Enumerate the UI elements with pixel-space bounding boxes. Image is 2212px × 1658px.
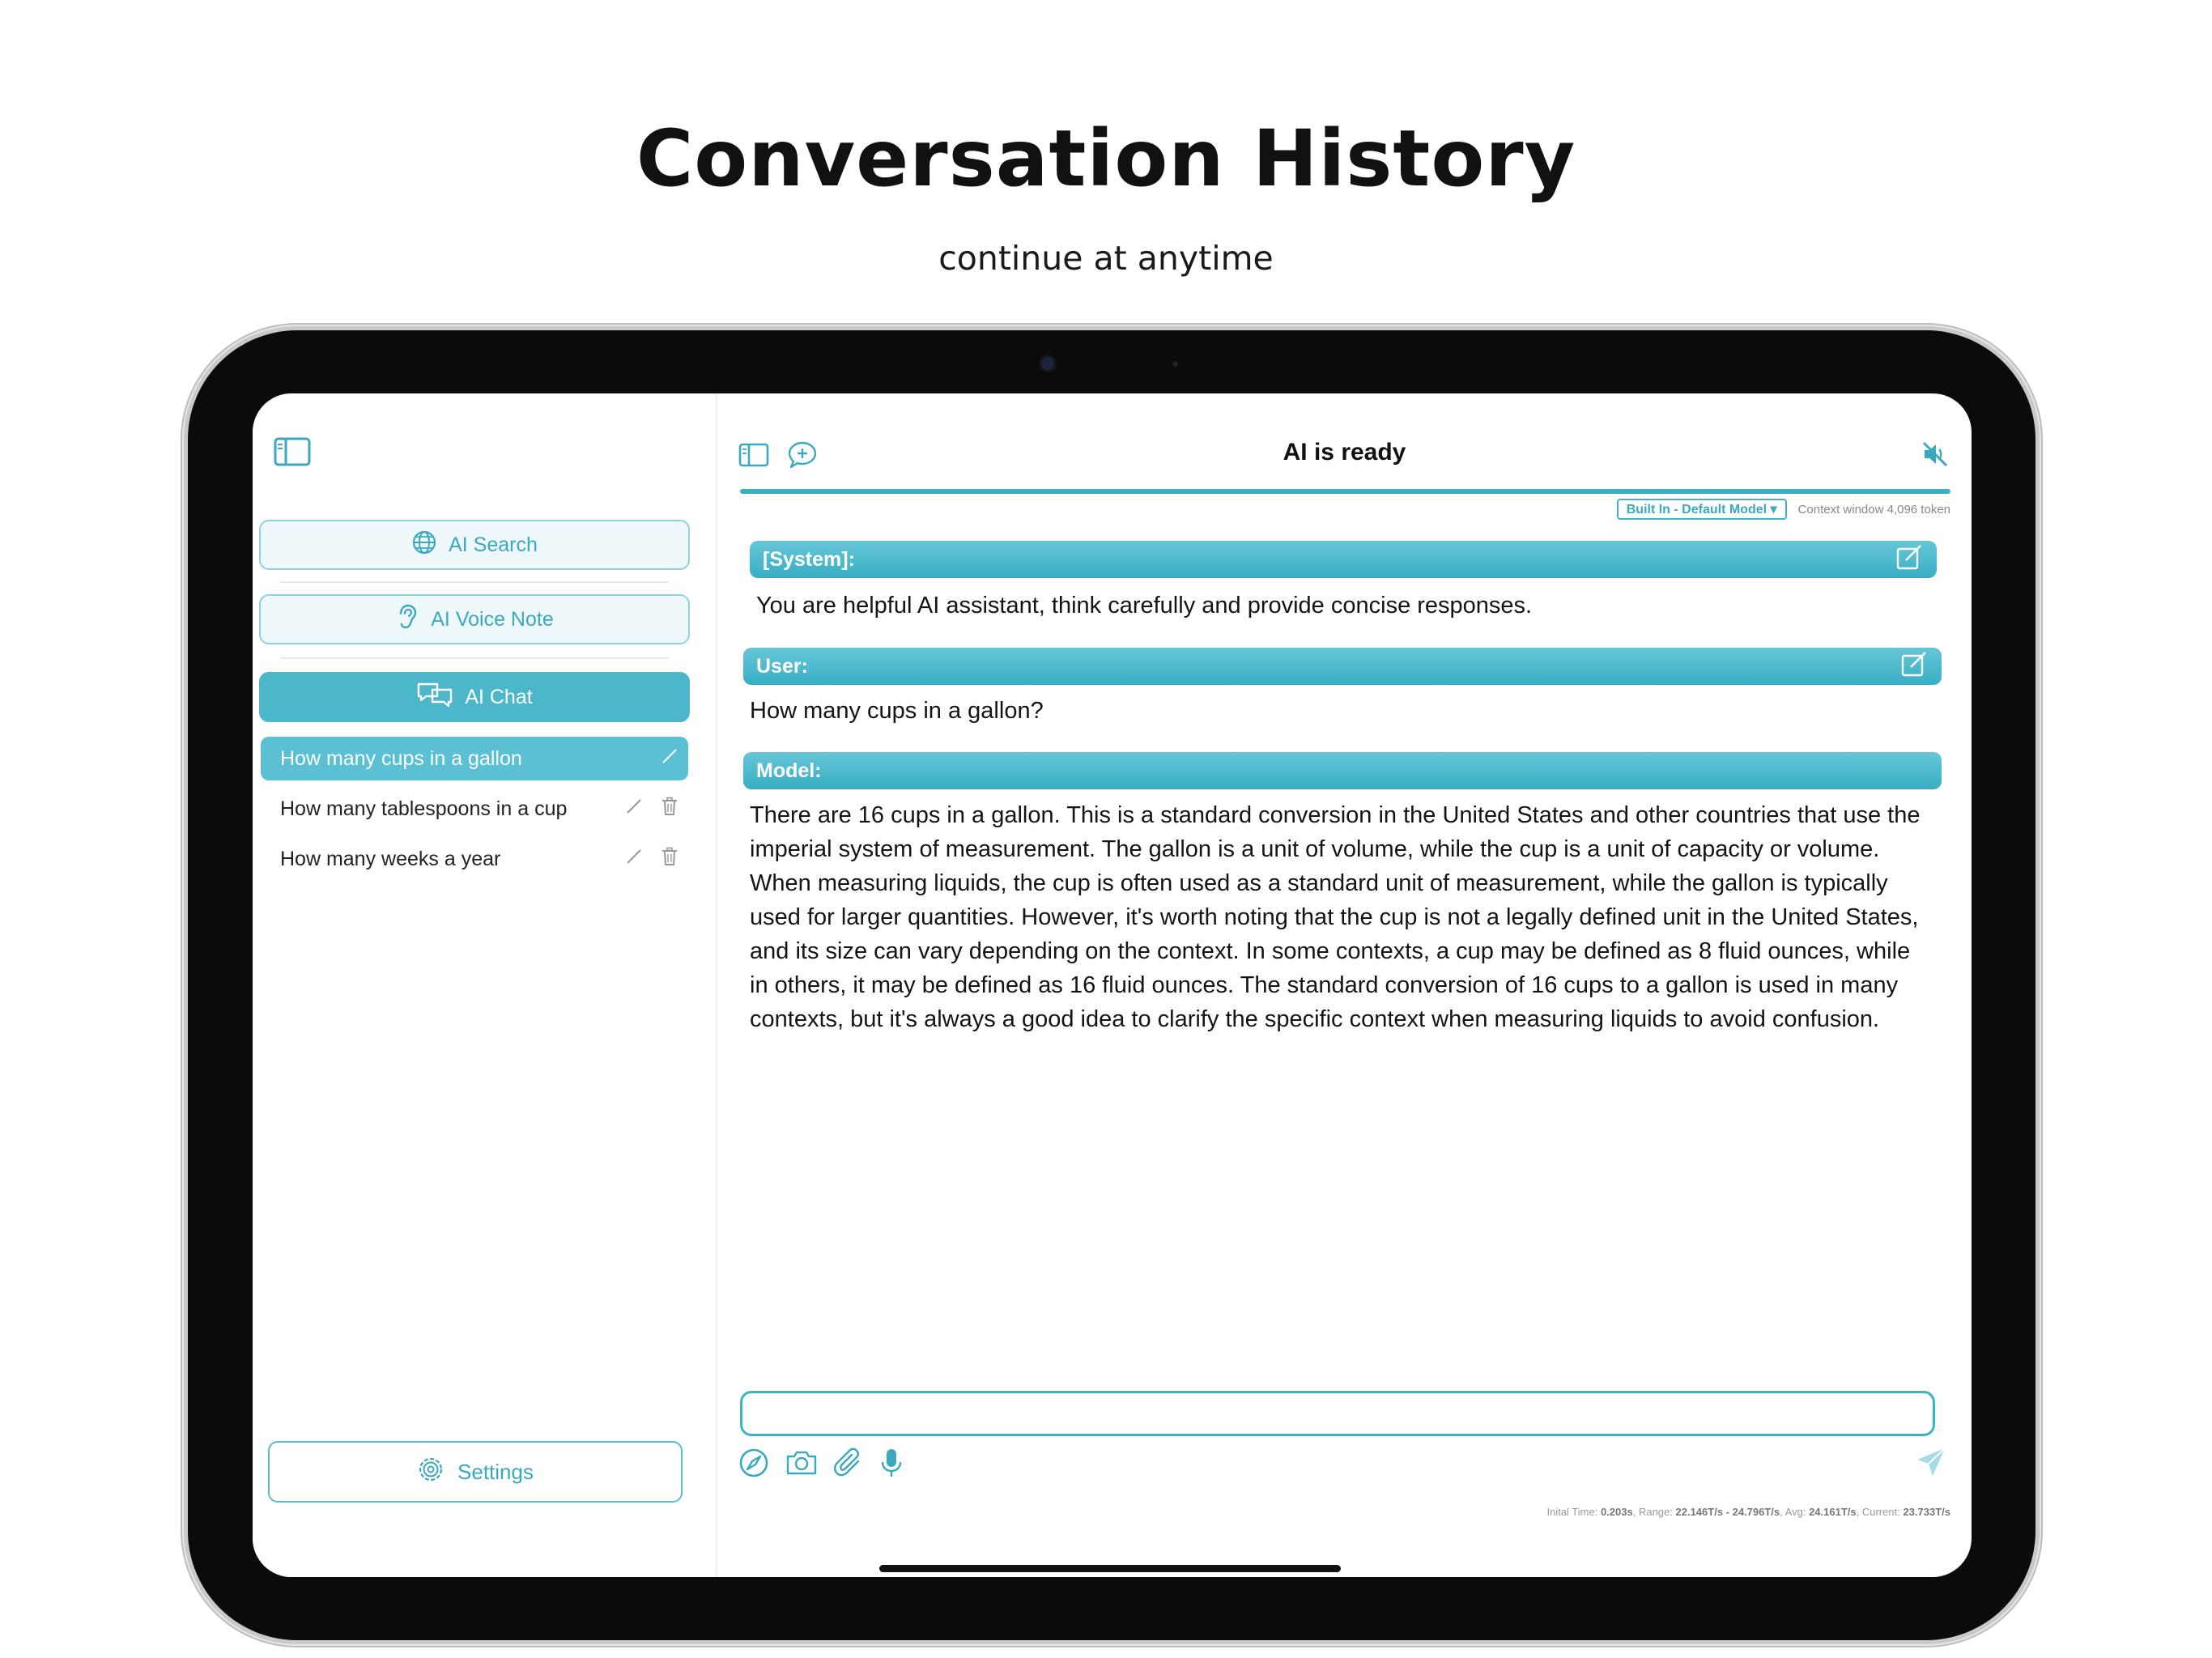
- message-header-model: [743, 752, 1942, 789]
- divider: [280, 581, 669, 583]
- message-header-user: [743, 648, 1942, 685]
- nav-label: AI Chat: [465, 685, 533, 708]
- trash-icon[interactable]: [661, 797, 678, 822]
- chat-panel: [717, 393, 1972, 1577]
- performance-stats: Inital Time: 0.203s, Range: 22.146T/s - 24.796T/s, Avg: 24.161T/s, Current: 23.733T/s: [1546, 1506, 1950, 1518]
- app-screen: [253, 393, 1972, 1577]
- stat-value: 0.203s: [1600, 1506, 1633, 1518]
- chat-bubbles-icon: [416, 681, 453, 714]
- ear-icon: [395, 603, 419, 636]
- stat-label: Avg:: [1784, 1506, 1806, 1518]
- history-item-label: How many cups in a gallon: [280, 746, 522, 770]
- message-text-user: How many cups in a gallon?: [750, 698, 1044, 724]
- sensor-dot: [1172, 361, 1178, 367]
- sidebar: [253, 393, 717, 1577]
- headline: Conversation History: [636, 113, 1576, 204]
- divider: [280, 657, 669, 659]
- history-item[interactable]: [261, 787, 688, 831]
- speaker-mute-icon[interactable]: [1921, 440, 1949, 472]
- settings-button[interactable]: [268, 1441, 683, 1503]
- nav-ai-voice-note-button[interactable]: [259, 594, 690, 644]
- edit-icon[interactable]: [1901, 651, 1929, 682]
- paperclip-icon[interactable]: [834, 1448, 863, 1482]
- model-label: Built In - Default Model: [1626, 503, 1767, 517]
- message-input[interactable]: [740, 1391, 1935, 1436]
- trash-icon[interactable]: [661, 847, 678, 872]
- home-indicator: [879, 1565, 1341, 1572]
- gear-icon: [417, 1456, 445, 1489]
- stat-label: Range:: [1638, 1506, 1673, 1518]
- pencil-icon[interactable]: [625, 848, 643, 871]
- history-item-label: How many tablespoons in a cup: [280, 797, 568, 820]
- chevron-down-icon: ▾: [1770, 503, 1777, 517]
- stat-label: Current:: [1861, 1506, 1900, 1518]
- subheadline: continue at anytime: [938, 239, 1274, 278]
- history-item[interactable]: [261, 737, 688, 780]
- compass-icon[interactable]: [738, 1448, 769, 1482]
- nav-label: AI Voice Note: [431, 607, 554, 631]
- history-item[interactable]: [261, 837, 688, 881]
- nav-label: AI Search: [449, 533, 538, 556]
- message-header-system: [750, 541, 1937, 578]
- stat-value: 22.146T/s - 24.796T/s: [1675, 1506, 1780, 1518]
- message-text-model: There are 16 cups in a gallon. This is a standard conversion in the United States and other countries that use the imperial system of measurement. The gallon is a unit of volume, while the cup is a unit of capacity or volume. When measuring liquids, the cup is often used as a standard unit of measurement, while the gallon is typically used for larger quantities. However, it's worth noting that the cup is not a legally defined unit in the United States, and its size can vary depending on the context. In some contexts, a cup may be defined as 8 fluid ounces, while in others, it may be defined as 16 fluid ounces. The standard conversion of 16 cups to a gallon is used in many contexts, but it's always a good idea to clarify the specific context when measuring liquids to avoid confusion.: [750, 802, 1921, 1032]
- pencil-icon[interactable]: [661, 747, 678, 771]
- status-title: AI is ready: [1283, 439, 1406, 466]
- message-role: Model:: [756, 759, 822, 782]
- camera-icon: [1041, 357, 1054, 370]
- history-item-label: How many weeks a year: [280, 847, 501, 870]
- message-role: [System]:: [763, 547, 855, 571]
- stat-value: 23.733T/s: [1903, 1506, 1950, 1518]
- context-window-label: Context window 4,096 token: [1797, 502, 1950, 517]
- settings-label: Settings: [457, 1459, 534, 1484]
- nav-ai-chat-button[interactable]: [259, 672, 690, 722]
- message-role: User:: [756, 654, 808, 678]
- sidebar-icon[interactable]: [274, 437, 311, 470]
- send-icon[interactable]: [1915, 1446, 1947, 1482]
- message-text-system: You are helpful AI assistant, think carefully and provide concise responses.: [756, 593, 1533, 619]
- stat-value: 24.161T/s: [1809, 1506, 1857, 1518]
- edit-icon[interactable]: [1896, 544, 1924, 576]
- stat-label: Inital Time:: [1546, 1506, 1598, 1518]
- microphone-icon[interactable]: [879, 1448, 904, 1482]
- nav-ai-search-button[interactable]: [259, 520, 690, 570]
- progress-bar: [740, 489, 1950, 494]
- camera-icon[interactable]: [785, 1449, 818, 1481]
- model-selector[interactable]: [1617, 499, 1787, 520]
- pencil-icon[interactable]: [625, 797, 643, 821]
- globe-icon: [411, 529, 437, 561]
